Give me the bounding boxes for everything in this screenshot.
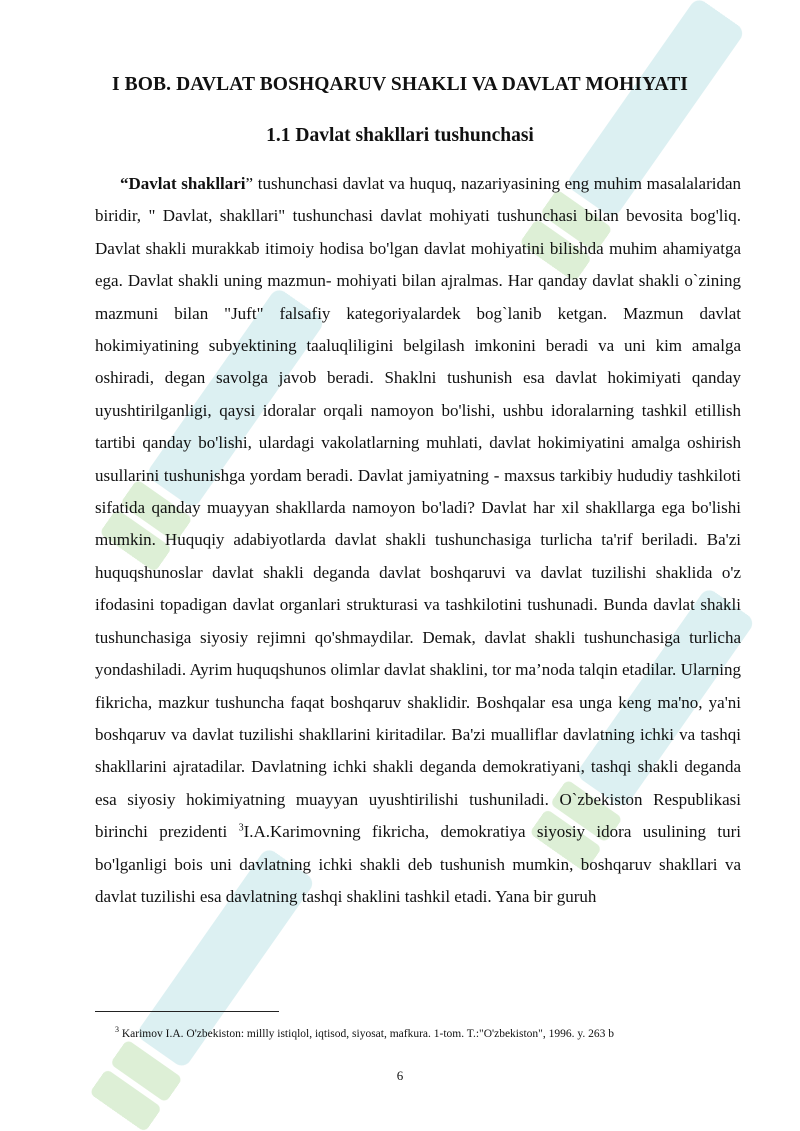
footnote-text: Karimov I.A. O'zbekiston: millly istiqlol, iqtisod, siyosat, mafkura. 1-tom. T.:"O'zbekiston", 1996. y. 263 b [119, 1027, 614, 1040]
paragraph-text-part-1: ” tushunchasi davlat va huquq, nazariyasining eng muhim masalalaridan biridir, " Davlat, shakllari" tushunchasi davlat mohiyati tushunchasi bilan bevosita bog'liq. Davlat shakli murakkab itimoiy hodisa bo'lgan davlat mohiyatini bilishda muhim ahamiyatga ega. Davlat shakli uning mazmun- mohiyati bilan ajralmas. Har qanday davlat shakli o`zining mazmuni bilan "Juft" falsafiy kategoriyalardek bog`lanib ketgan. Mazmun davlat hokimiyatining subyektining taaluqliligini belgilash imkonini beradi va uni kim amalga oshiradi, degan savolga javob beradi. Shaklni tushunish esa davlat hokimiyati qanday uyushtirilganligi, qaysi idoralar orqali namoyon bo'lishi, ushbu idoralarning tashkil etillish tartibi qanday bo'lishi, ulardagi vakolatlarning muhlati, davlat hokimiyatini amalga oshirish usullarini tushunishga yordam beradi. Davlat jamiyatning - maxsus tarkibiy hududiy tashkiloti sifatida qanday muayyan shakllarda namoyon bo'ladi? Davlat har xil shakllarga ega bo'lishi mumkin. Huquqiy adabiyotlarda davlat shakli tushunchasiga turlicha ta'rif beriladi. Ba'zi huquqshunoslar davlat shakli deganda davlat boshqaruvi va davlat tuzilishi shaklida o'z ifodasini topadigan davlat organlari strukturasi va tashkilotini tushunadi. Bunda davlat shakli tushunchasiga siyosiy rejimni qo'shmaydilar. Demak, davlat shakli tushunchasiga turlicha yondashiladi. Ayrim huquqshunos olimlar davlat shaklini, tor ma’noda talqin etadilar. Ularning fikricha, mazkur tushuncha faqat boshqaruv shaklidir. Boshqalar esa unga keng ma'no, ya'ni boshqaruv va davlat tuzilishi shakllarini kiritadilar. Ba'zi mualliflar davlatning ichki va tashqi shakllarini ajratadilar. Davlatning ichki shakli deganda demokratiyani, tashqi shakli deganda esa siyosiy hokimiyatning muayyan uyushtirilishi tushuniladi. O`zbekiston Respublikasi birinchi prezidenti [95, 174, 742, 842]
footnote [95, 1022, 741, 1042]
page-number: 6 [396, 1068, 404, 1083]
footnote-divider [95, 1011, 279, 1012]
paragraph-text-part-2: I.A.Karimovning fikricha, demokratiya siyosiy idora usulining turi bo'lganligi bois uni davlatning ichki shakli deb tushunish mumkin, boshqaruv shakllari va davlat tuzilishi esa davlatning tashqi shaklini tashkil etadi. Yana bir guruh [95, 822, 741, 906]
body-paragraph [95, 168, 741, 913]
footnote-reference[interactable]: 3 [238, 822, 244, 834]
lead-term: “Davlat shakllari [120, 174, 246, 193]
footnote-marker: 3 [115, 1025, 119, 1034]
chapter-title: I BOB. DAVLAT BOSHQARUV SHAKLI VA DAVLAT MOHIYATI [112, 74, 688, 95]
section-title: 1.1 Davlat shakllari tushunchasi [266, 125, 534, 146]
